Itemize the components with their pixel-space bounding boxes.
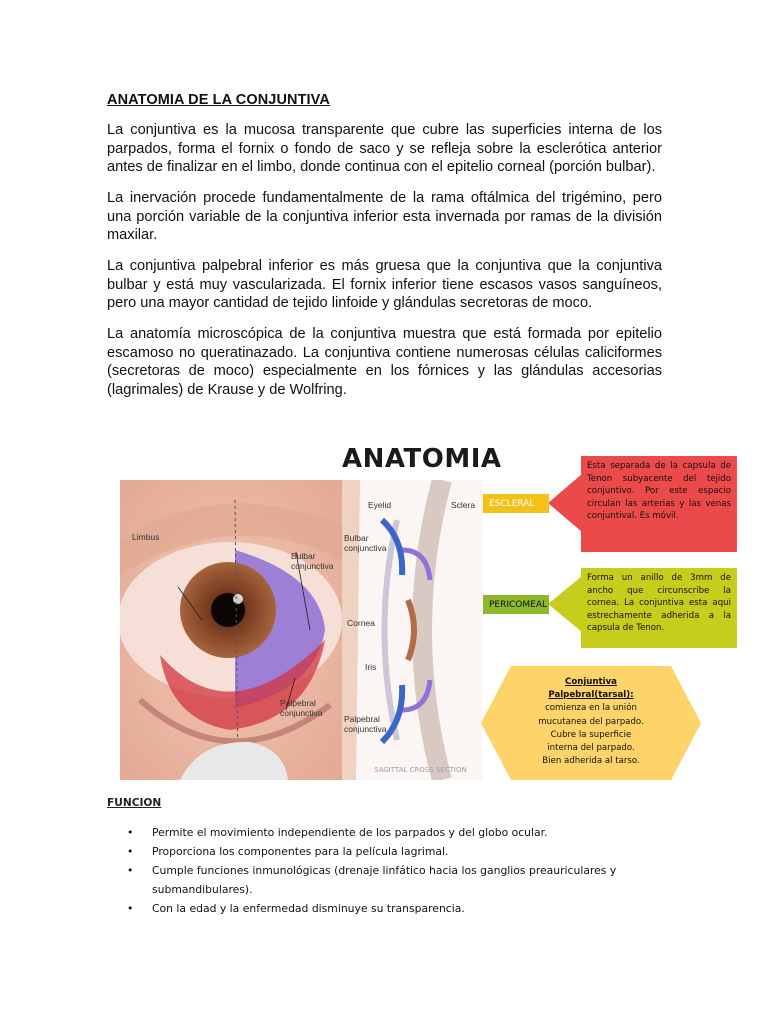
label-section-bulbar: Bulbar conjunctiva xyxy=(344,533,387,553)
page-title: ANATOMIA DE LA CONJUNTIVA xyxy=(107,92,330,108)
tarsal-line-4: interna del parpado. xyxy=(547,743,635,754)
list-item-text: Permite el movimiento independiente de los parpados y del globo ocular. xyxy=(152,826,548,839)
pericomeal-arrow-icon xyxy=(548,576,582,632)
paragraph-1: La conjuntiva es la mucosa transparente que cubre las superficies interna de los parpados, forma el fornix o fondo de saco y se refleja sobre la esclerótica anterior antes de finalizar en el limbo, donde continua con el epitelio corneal (porción bulbar). xyxy=(107,122,662,175)
label-palpebral-conjunctiva: Palpebral conjunctiva xyxy=(280,698,323,718)
tarsal-line-2: mucutanea del parpado. xyxy=(538,716,644,727)
escleral-arrow-icon xyxy=(548,474,582,532)
list-item-text: Proporciona los componentes para la película lagrimal. xyxy=(152,845,449,858)
escleral-callout: Esta separada de la capsula de Tenon subyacente del tejido conjuntivo. Por este espacio circulan las arterias y las venas conjuntival. Es móvil. xyxy=(581,456,737,552)
list-item xyxy=(127,823,647,842)
pericomeal-tag: PERICOMEAL xyxy=(483,595,549,614)
tarsal-heading-line1: Conjuntiva xyxy=(565,677,617,687)
bullet-icon: • xyxy=(127,845,134,858)
label-iris: Iris xyxy=(365,662,377,672)
funcion-list xyxy=(127,823,647,918)
label-limbus: Limbus xyxy=(132,532,160,542)
label-bulbar-conjunctiva: Bulbar conjunctiva xyxy=(291,551,334,571)
label-section-palpebral: Palpebral conjunctiva xyxy=(344,714,387,734)
paragraph-3: La conjuntiva palpebral inferior es más gruesa que la conjuntiva que la conjuntiva bulbar y está muy vascularizada. El fornix inferior tiene escasos vasos sanguíneos, pero una mayor cantidad de tejido linfoide y glándulas secretoras de moco. xyxy=(107,258,662,311)
section-caption: SAGITTAL CROSS SECTION xyxy=(374,766,467,774)
bullet-icon: • xyxy=(127,902,134,915)
tarsal-line-1: comienza en la unión xyxy=(545,703,637,714)
tarsal-description xyxy=(496,676,686,768)
list-item-text: Con la edad y la enfermedad disminuye su transparencia. xyxy=(152,902,465,915)
list-item xyxy=(127,899,647,918)
list-item xyxy=(127,861,647,899)
label-cornea: Cornea xyxy=(347,618,375,628)
label-eyelid: Eyelid xyxy=(368,500,392,510)
tarsal-heading-line2: Palpebral(tarsal): xyxy=(548,690,634,701)
figure-title: ANATOMIA xyxy=(342,444,502,474)
pericomeal-callout: Forma un anillo de 3mm de ancho que circunscribe la cornea. La conjuntiva esta aqui estrechamente adherida a la capsula de Tenon. xyxy=(581,568,737,648)
escleral-tag: ESCLERAL xyxy=(483,494,549,513)
paragraph-4: La anatomía microscópica de la conjuntiva muestra que está formada por epitelio escamoso no queratinazado. La conjuntiva contiene numerosas células caliciformes (secretoras de moco) especialmente en los fórnices y las glándulas accesorias (lagrimales) de Krause y de Wolfring. xyxy=(107,326,662,398)
bullet-icon: • xyxy=(127,864,134,877)
sagittal-section-illustration xyxy=(342,480,482,780)
bullet-icon: • xyxy=(127,826,134,839)
connector-arrows xyxy=(548,472,582,632)
tarsal-line-5: Bien adherida al tarso. xyxy=(542,756,640,767)
paragraph-2: La inervación procede fundamentalmente de la rama oftálmica del trigémino, pero una porción variable de la conjuntiva inferior esta invernada por ramas de la división maxilar. xyxy=(107,190,662,243)
tarsal-line-3: Cubre la superficie xyxy=(550,729,632,740)
funcion-heading: FUNCION xyxy=(107,797,162,809)
list-item xyxy=(127,842,647,861)
anatomy-figure xyxy=(110,440,737,782)
list-item-text: Cumple funciones inmunológicas (drenaje linfático hacia los ganglios preauriculares y submandibulares). xyxy=(152,864,617,896)
label-sclera: Sclera xyxy=(451,500,476,510)
eye-front-illustration xyxy=(120,480,342,780)
